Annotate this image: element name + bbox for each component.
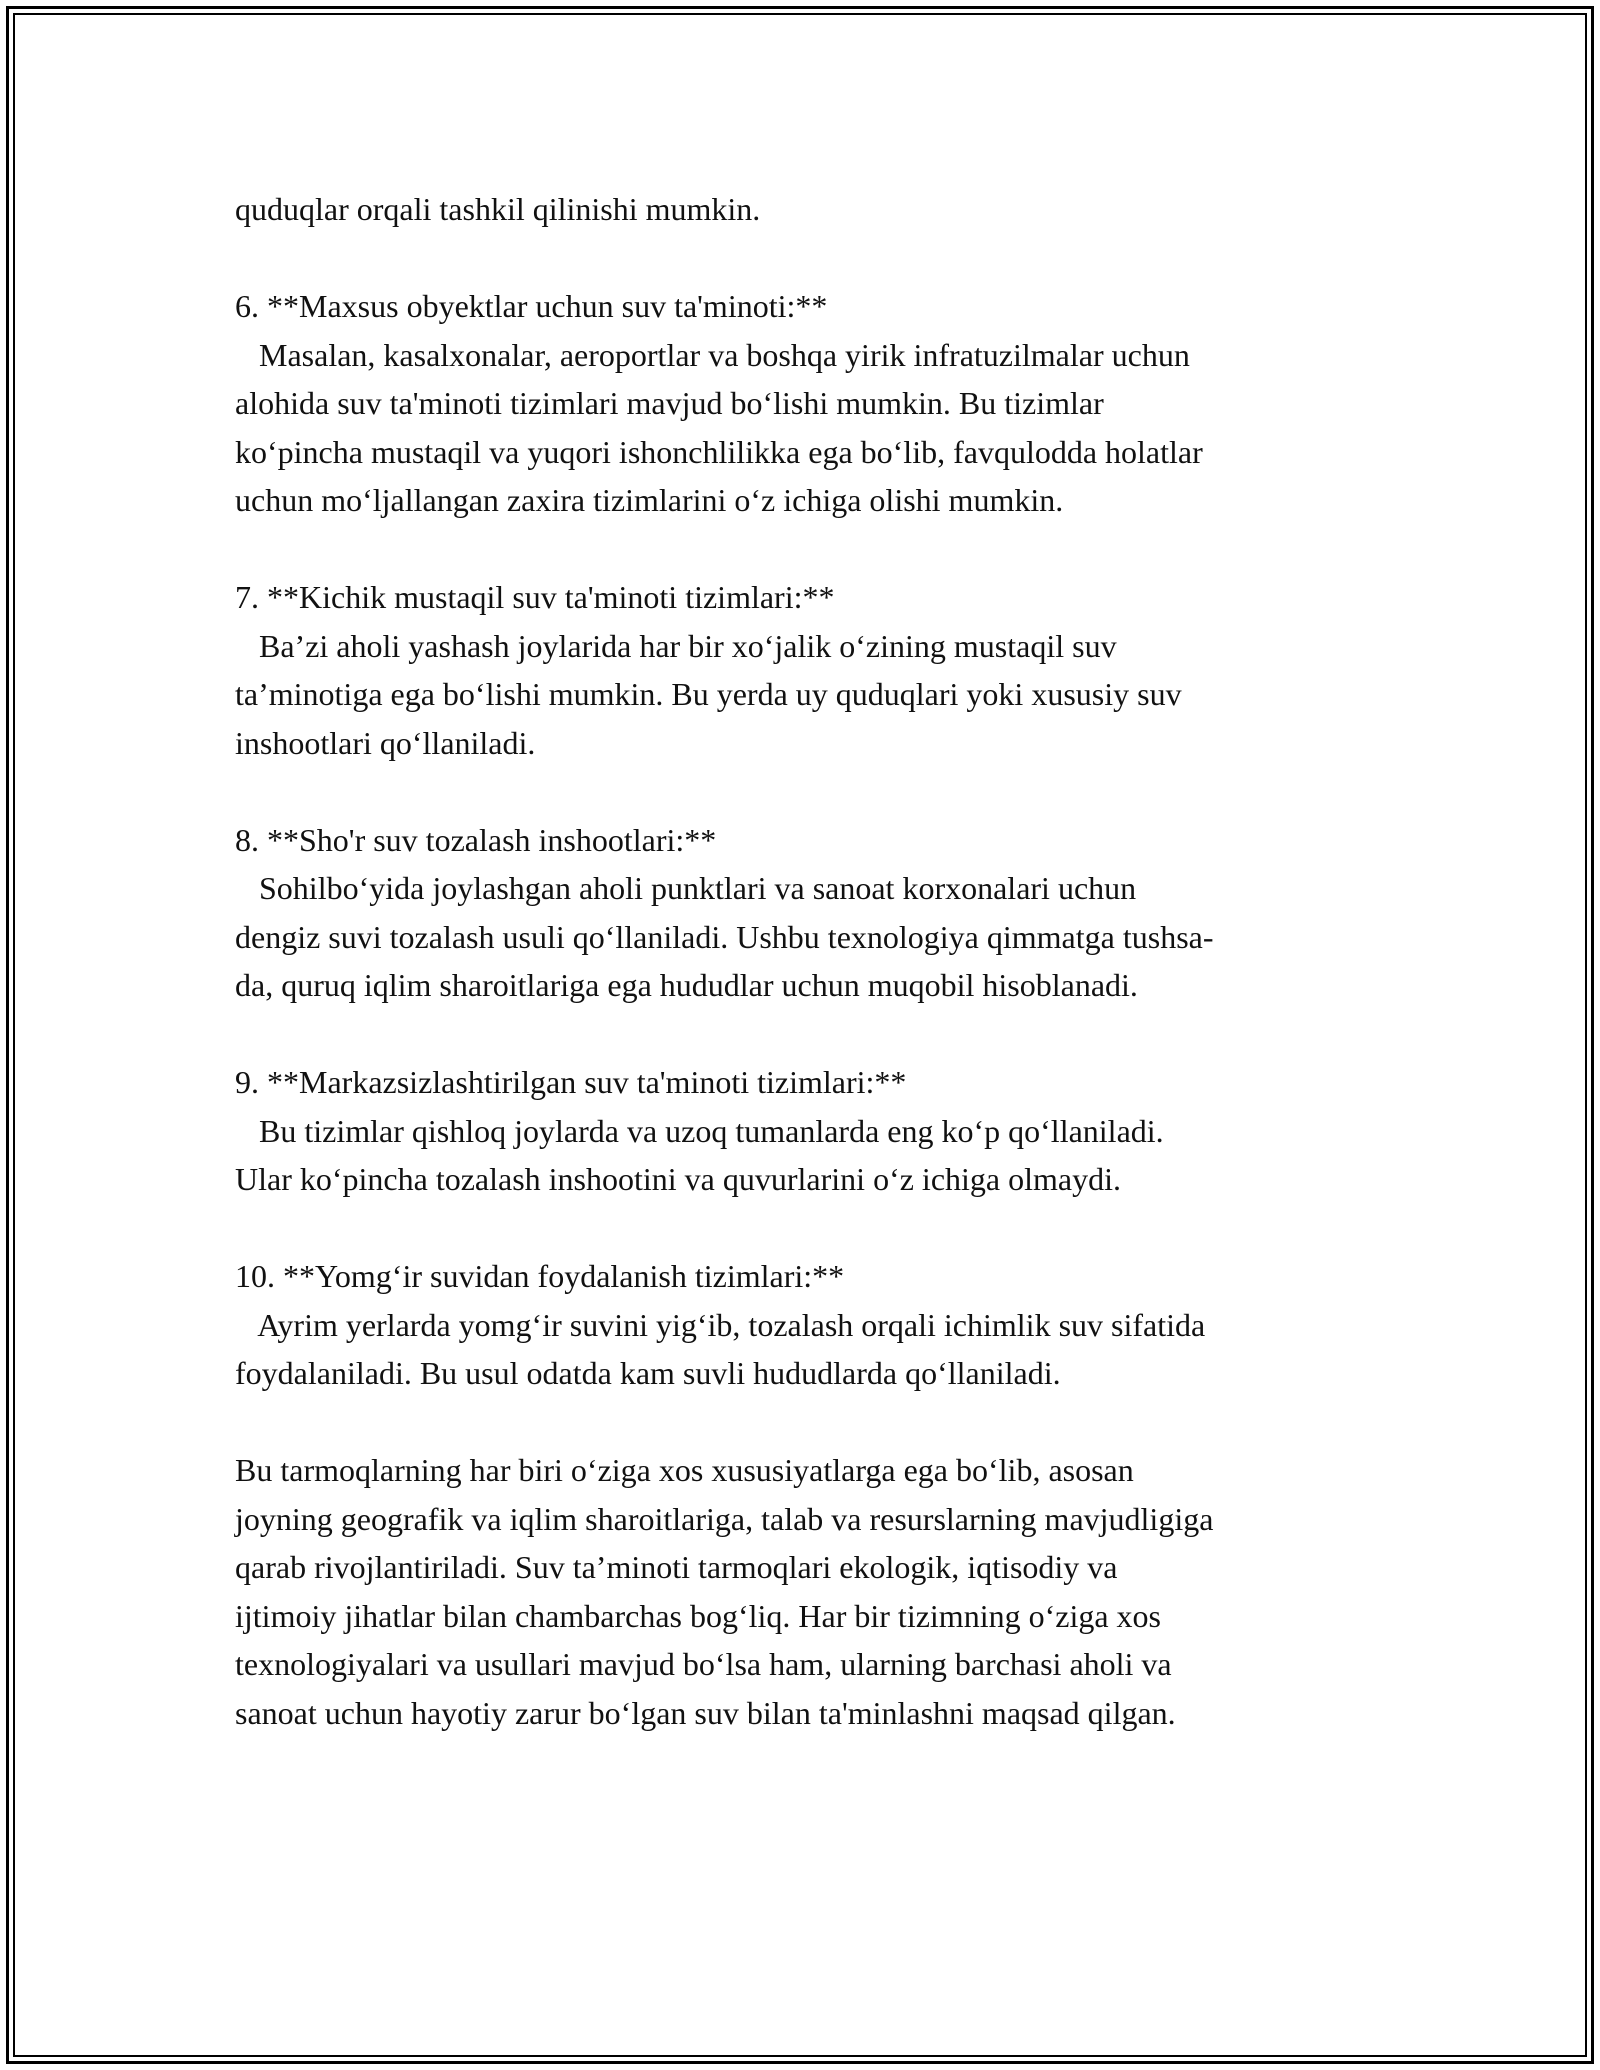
text-line: ijtimoiy jihatlar bilan chambarchas bog‘liq. Har bir tizimning o‘ziga xos <box>235 1597 1161 1634</box>
intro-continuation <box>235 185 1375 234</box>
paragraph-gap <box>235 1398 1375 1447</box>
text-line: uchun mo‘ljallangan zaxira tizimlarini o‘z ichiga olishi mumkin. <box>235 482 1064 518</box>
item-6 <box>235 282 1375 525</box>
paragraph-gap <box>235 1204 1375 1253</box>
text-line: qarab rivojlantiriladi. Suv ta’minoti tarmoqlari ekologik, iqtisodiy va <box>235 1549 1118 1585</box>
text-line: Ayrim yerlarda yomg‘ir suvini yig‘ib, tozalash orqali ichimlik suv sifatida <box>235 1306 1206 1343</box>
text-line: Sohilbo‘yida joylashgan aholi punktlari va sanoat korxonalari uchun <box>235 870 1137 906</box>
conclusion <box>235 1446 1375 1737</box>
paragraph-gap <box>235 767 1375 816</box>
item-7 <box>235 573 1375 767</box>
text-line: quduqlar orqali tashkil qilinishi mumkin. <box>235 191 761 227</box>
item-heading: 10. **Yomg‘ir suvidan foydalanish tizimlari:** <box>235 1258 845 1294</box>
document-body <box>235 185 1375 1737</box>
text-line: ko‘pincha mustaqil va yuqori ishonchlilikka ega bo‘lib, favqulodda holatlar <box>235 433 1203 470</box>
text-line: da, quruq iqlim sharoitlariga ega hududlar uchun muqobil hisoblanadi. <box>235 967 1138 1003</box>
text-line: Bu tarmoqlarning har biri o‘ziga xos xususiyatlarga ega bo‘lib, asosan <box>235 1452 1134 1488</box>
paragraph-gap <box>235 234 1375 283</box>
text-line: joyning geografik va iqlim sharoitlariga, talab va resurslarning mavjudligiga <box>235 1500 1214 1537</box>
text-line: ta’minotiga ega bo‘lishi mumkin. Bu yerda uy quduqlari yoki xususiy suv <box>235 676 1182 712</box>
text-line: Masalan, kasalxonalar, aeroportlar va boshqa yirik infratuzilmalar uchun <box>235 336 1190 373</box>
text-line: Ular ko‘pincha tozalash inshootini va quvurlarini o‘z ichiga olmaydi. <box>235 1161 1121 1197</box>
text-line: Ba’zi aholi yashash joylarida har bir xo‘jalik o‘zining mustaqil suv <box>235 627 1117 664</box>
item-heading: 8. **Sho'r suv tozalash inshootlari:** <box>235 821 717 858</box>
item-8 <box>235 816 1375 1010</box>
paragraph-gap <box>235 525 1375 574</box>
paragraph-gap <box>235 1010 1375 1059</box>
text-line: alohida suv ta'minoti tizimlari mavjud bo‘lishi mumkin. Bu tizimlar <box>235 385 1104 421</box>
item-heading: 6. **Maxsus obyektlar uchun suv ta'minoti:** <box>235 288 828 324</box>
text-line: foydalaniladi. Bu usul odatda kam suvli hududlarda qo‘llaniladi. <box>235 1355 1061 1391</box>
item-10 <box>235 1252 1375 1398</box>
text-line: Bu tizimlar qishloq joylarda va uzoq tumanlarda eng ko‘p qo‘llaniladi. <box>235 1112 1164 1149</box>
item-heading: 9. **Markazsizlashtirilgan suv ta'minoti tizimlari:** <box>235 1064 907 1100</box>
item-heading: 7. **Kichik mustaqil suv ta'minoti tizimlari:** <box>235 579 835 615</box>
text-line: dengiz suvi tozalash usuli qo‘llaniladi. Ushbu texnologiya qimmatga tushsa- <box>235 918 1214 955</box>
item-9 <box>235 1058 1375 1204</box>
text-line: inshootlari qo‘llaniladi. <box>235 724 536 761</box>
text-line: sanoat uchun hayotiy zarur bo‘lgan suv bilan ta'minlashni maqsad qilgan. <box>235 1694 1176 1731</box>
text-line: texnologiyalari va usullari mavjud bo‘lsa ham, ularning barchasi aholi va <box>235 1646 1172 1682</box>
